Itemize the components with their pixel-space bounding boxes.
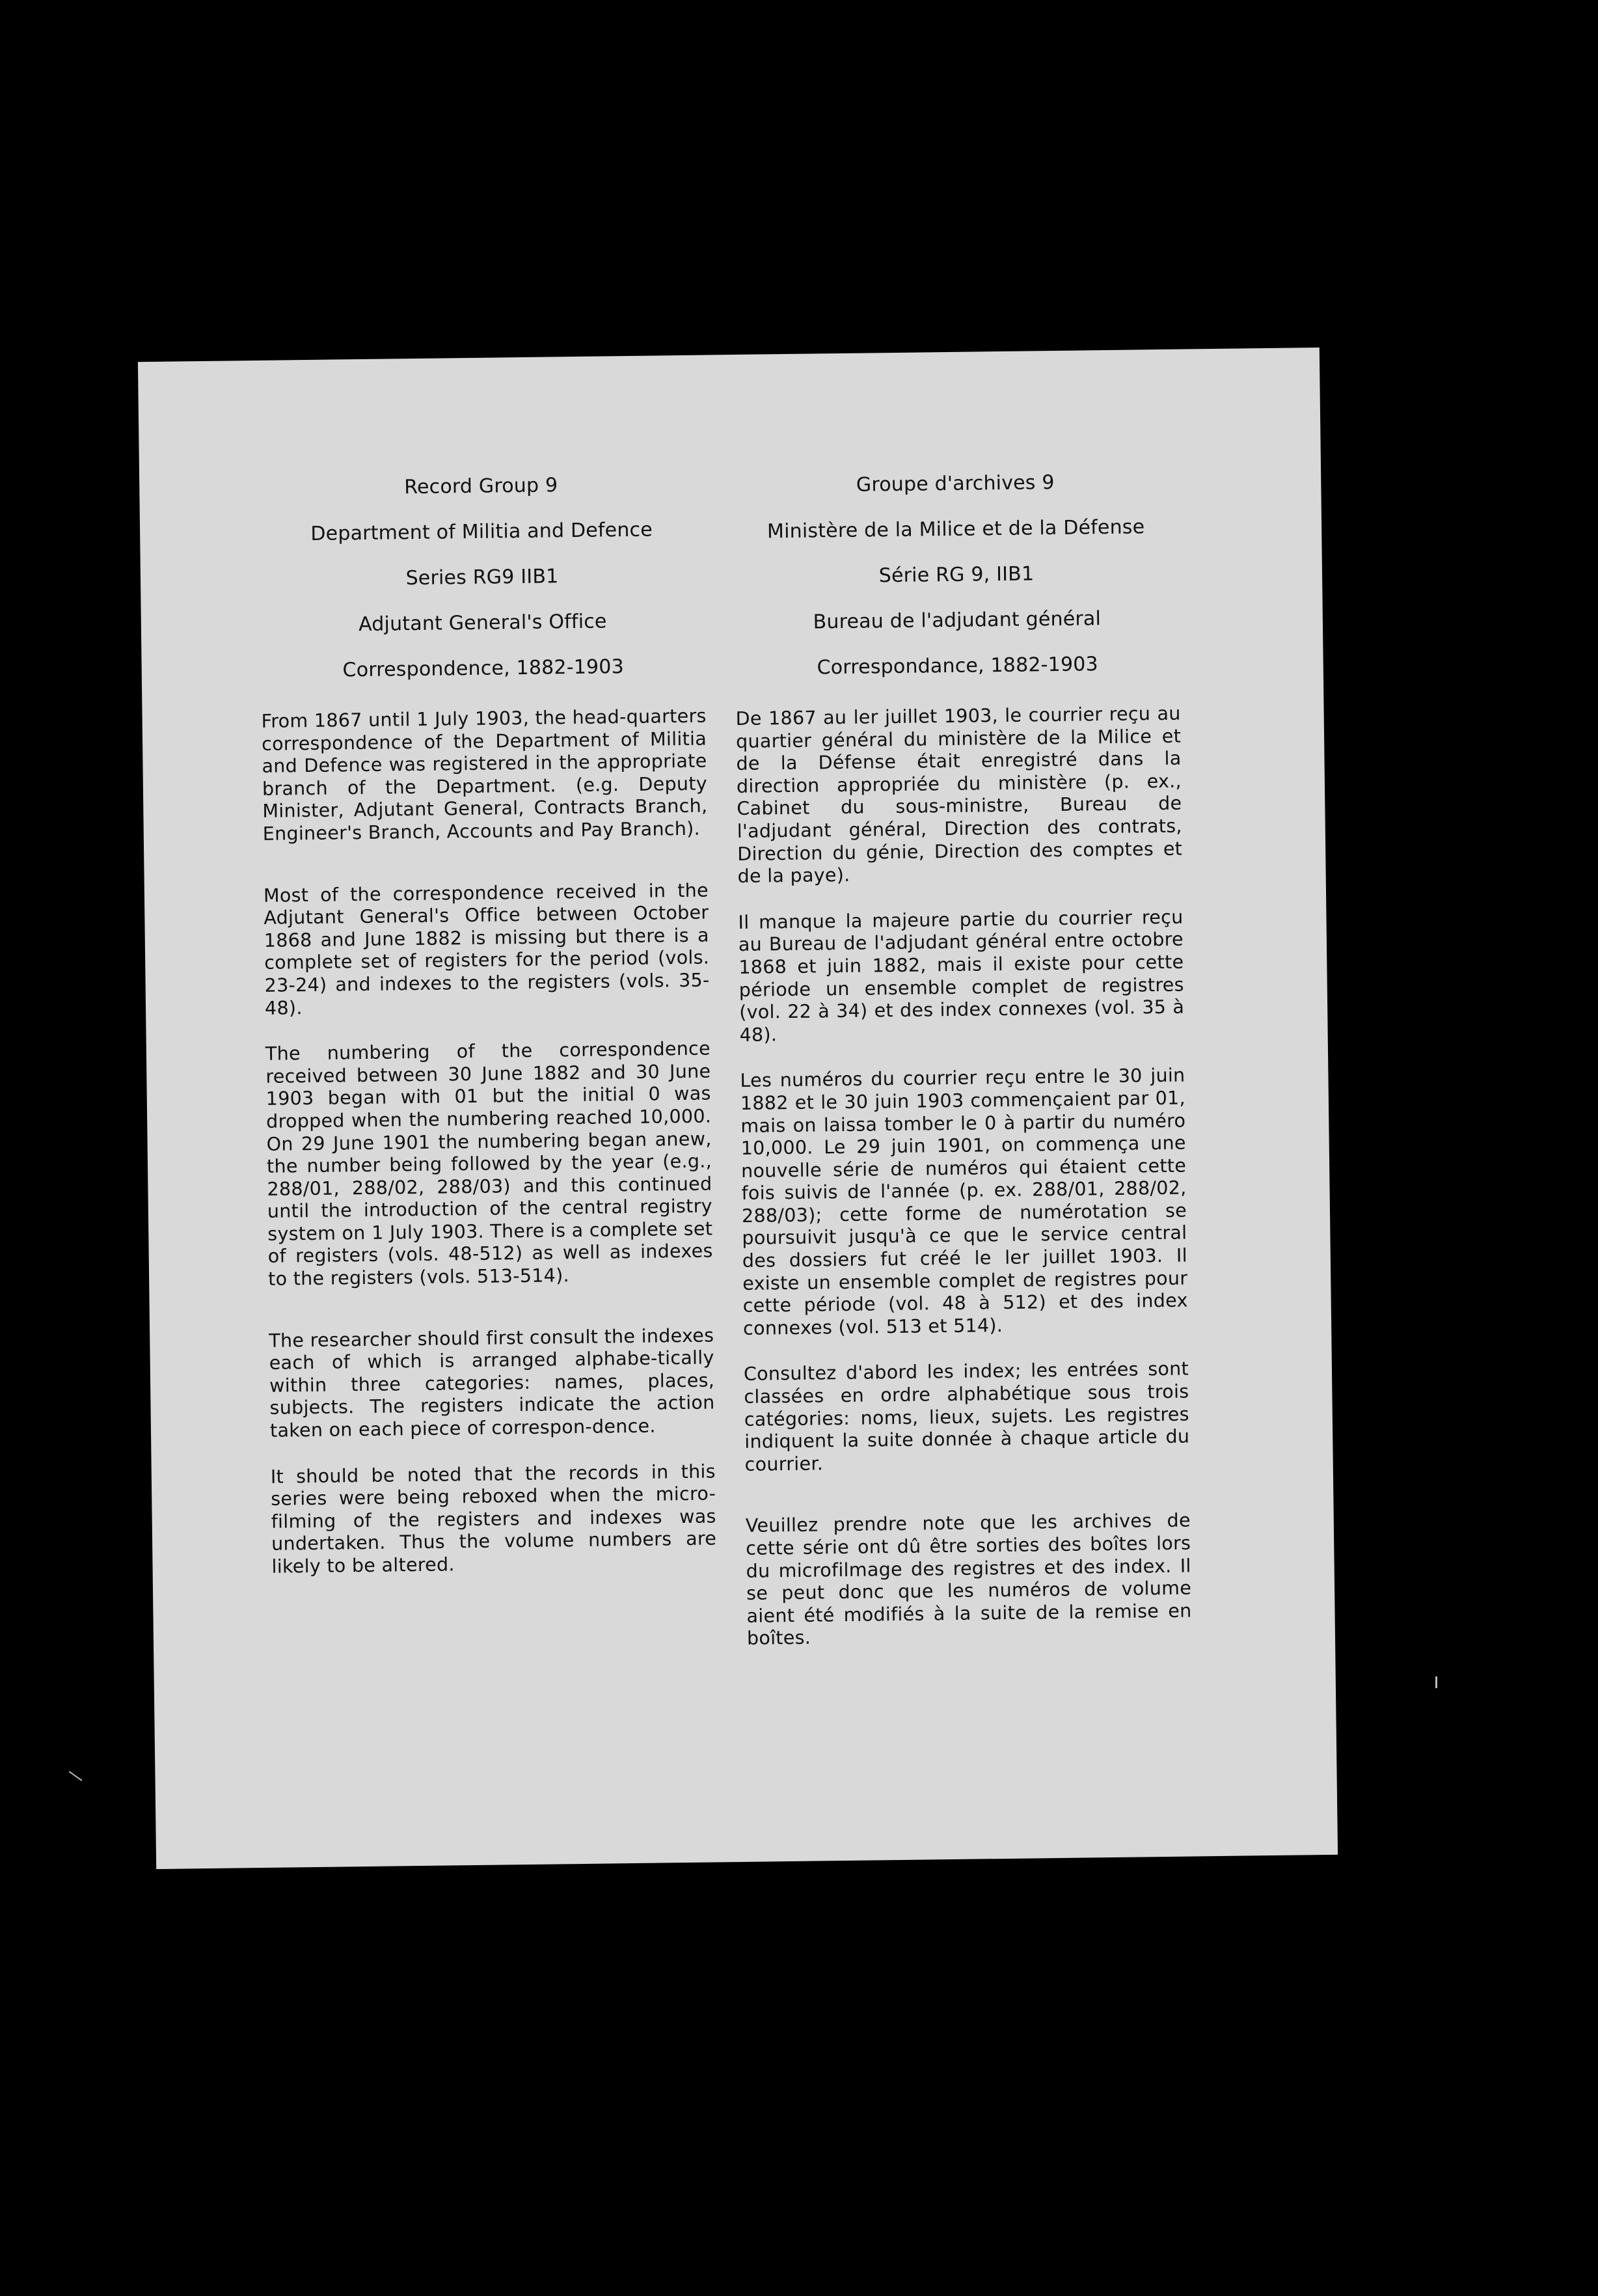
groupe-archives-heading: Groupe d'archives 9 xyxy=(856,471,1055,497)
french-paragraph-consultez: Consultez d'abord les index; les entrées sont classées en ordre alphabétique sous trois catégories: noms, lieux, sujets. Les registres indiquent la suite donnée à chaque article du courrier. xyxy=(743,1358,1190,1475)
office-heading: Adjutant General's Office xyxy=(358,610,607,636)
scan-speck xyxy=(69,1771,83,1781)
correspondance-heading: Correspondance, 1882-1903 xyxy=(817,653,1099,679)
french-column xyxy=(733,470,1192,1674)
english-paragraph-missing: Most of the correspondence received in the Adjutant General's Office between October 1868 and June 1882 is missing but there is a complete set of registers for the period (vols. 23-24) and indexes to the registers (vols. 35-48). xyxy=(263,879,710,1019)
scan-speck xyxy=(1435,1676,1437,1688)
serie-heading: Série RG 9, IIB1 xyxy=(878,562,1035,588)
document-page xyxy=(138,348,1338,1869)
english-headings xyxy=(258,472,706,683)
correspondence-heading: Correspondence, 1882-1903 xyxy=(342,655,625,682)
record-group-heading: Record Group 9 xyxy=(404,474,558,499)
english-paragraph-registration: From 1867 until 1 July 1903, the head-quarters correspondence of the Department of Militia and Defence was registered in the appropriate branch of the Department. (e.g. Deputy Minister, Adjutant General, Contracts Branch, Engineer's Branch, Accounts and Pay Branch). xyxy=(261,705,708,845)
french-paragraph-numeros: Les numéros du courrier reçu entre le 30 juin 1882 et le 30 juin 1903 commençaient par 01, mais on laissa tomber le 0 à partir du numéro 10,000. Le 29 juin 1901, on commença une nouvelle série de numéros qui étaient cette fois suivis de l'année (p. ex. 288/01, 288/02, 288/03); cette forme de numérotation se poursuivit jusqu'à ce que le service central des dossiers fut créé le ler juillet 1903. Il existe un ensemble complet de registres pour cette période (vol. 48 à 512) et des index connexes (vol. 513 et 514). xyxy=(740,1064,1188,1339)
series-heading: Series RG9 IIB1 xyxy=(405,565,559,590)
ministere-heading: Ministère de la Milice et de la Défense xyxy=(766,515,1145,543)
french-headings xyxy=(733,470,1180,681)
department-heading: Department of Militia and Defence xyxy=(310,518,653,545)
english-paragraph-numbering: The numbering of the correspondence received between 30 June 1882 and 30 June 1903 began with 01 but the initial 0 was dropped when the numbering reached 10,000. On 29 June 1901 the numbering began anew, the number being followed by the year (e.g., 288/01, 288/02, 288/03) and this continued until the introduction of the central registry system on 1 July 1903. There is a complete set of registers (vols. 48-512) as well as indexes to the registers (vols. 513-514). xyxy=(265,1037,713,1290)
english-paragraph-reboxed: It should be noted that the records in this series were being reboxed when the micro-filming of the registers and indexes was undertaken. Thus the volume numbers are likely to be altered. xyxy=(270,1460,717,1578)
french-paragraph-manque: Il manque la majeure partie du courrier reçu au Bureau de l'adjudant général entre octobre 1868 et juin 1882, mais il existe pour cette période un ensemble complet de registres (vol. 22 à 34) et des index connexes (vol. 35 à 48). xyxy=(738,906,1185,1046)
english-paragraph-researcher: The researcher should first consult the indexes each of which is arranged alphabe-tically within three categories: names, places, subjects. The registers indicate the action taken on each piece of correspon-dence. xyxy=(269,1324,715,1442)
bureau-heading: Bureau de l'adjudant général xyxy=(813,607,1102,634)
french-paragraph-enregistrement: De 1867 au ler juillet 1903, le courrier reçu au quartier général du ministère de la Milice et de la Défense était enregistré dans la direction appropriée du ministère (p. ex., Cabinet du sous-ministre, Bureau de l'adjudant général, Direction des contrats, Direction du génie, Direction des comptes et de la paye). xyxy=(735,702,1183,888)
french-paragraph-veuillez: Veuillez prendre note que les archives de cette série ont dû être sorties des boîtes lors du microfilmage des registres et des index. Il se peut donc que les numéros de volume aient été modifiés à la suite de la remise en boîtes. xyxy=(745,1509,1192,1650)
english-column xyxy=(258,472,717,1602)
